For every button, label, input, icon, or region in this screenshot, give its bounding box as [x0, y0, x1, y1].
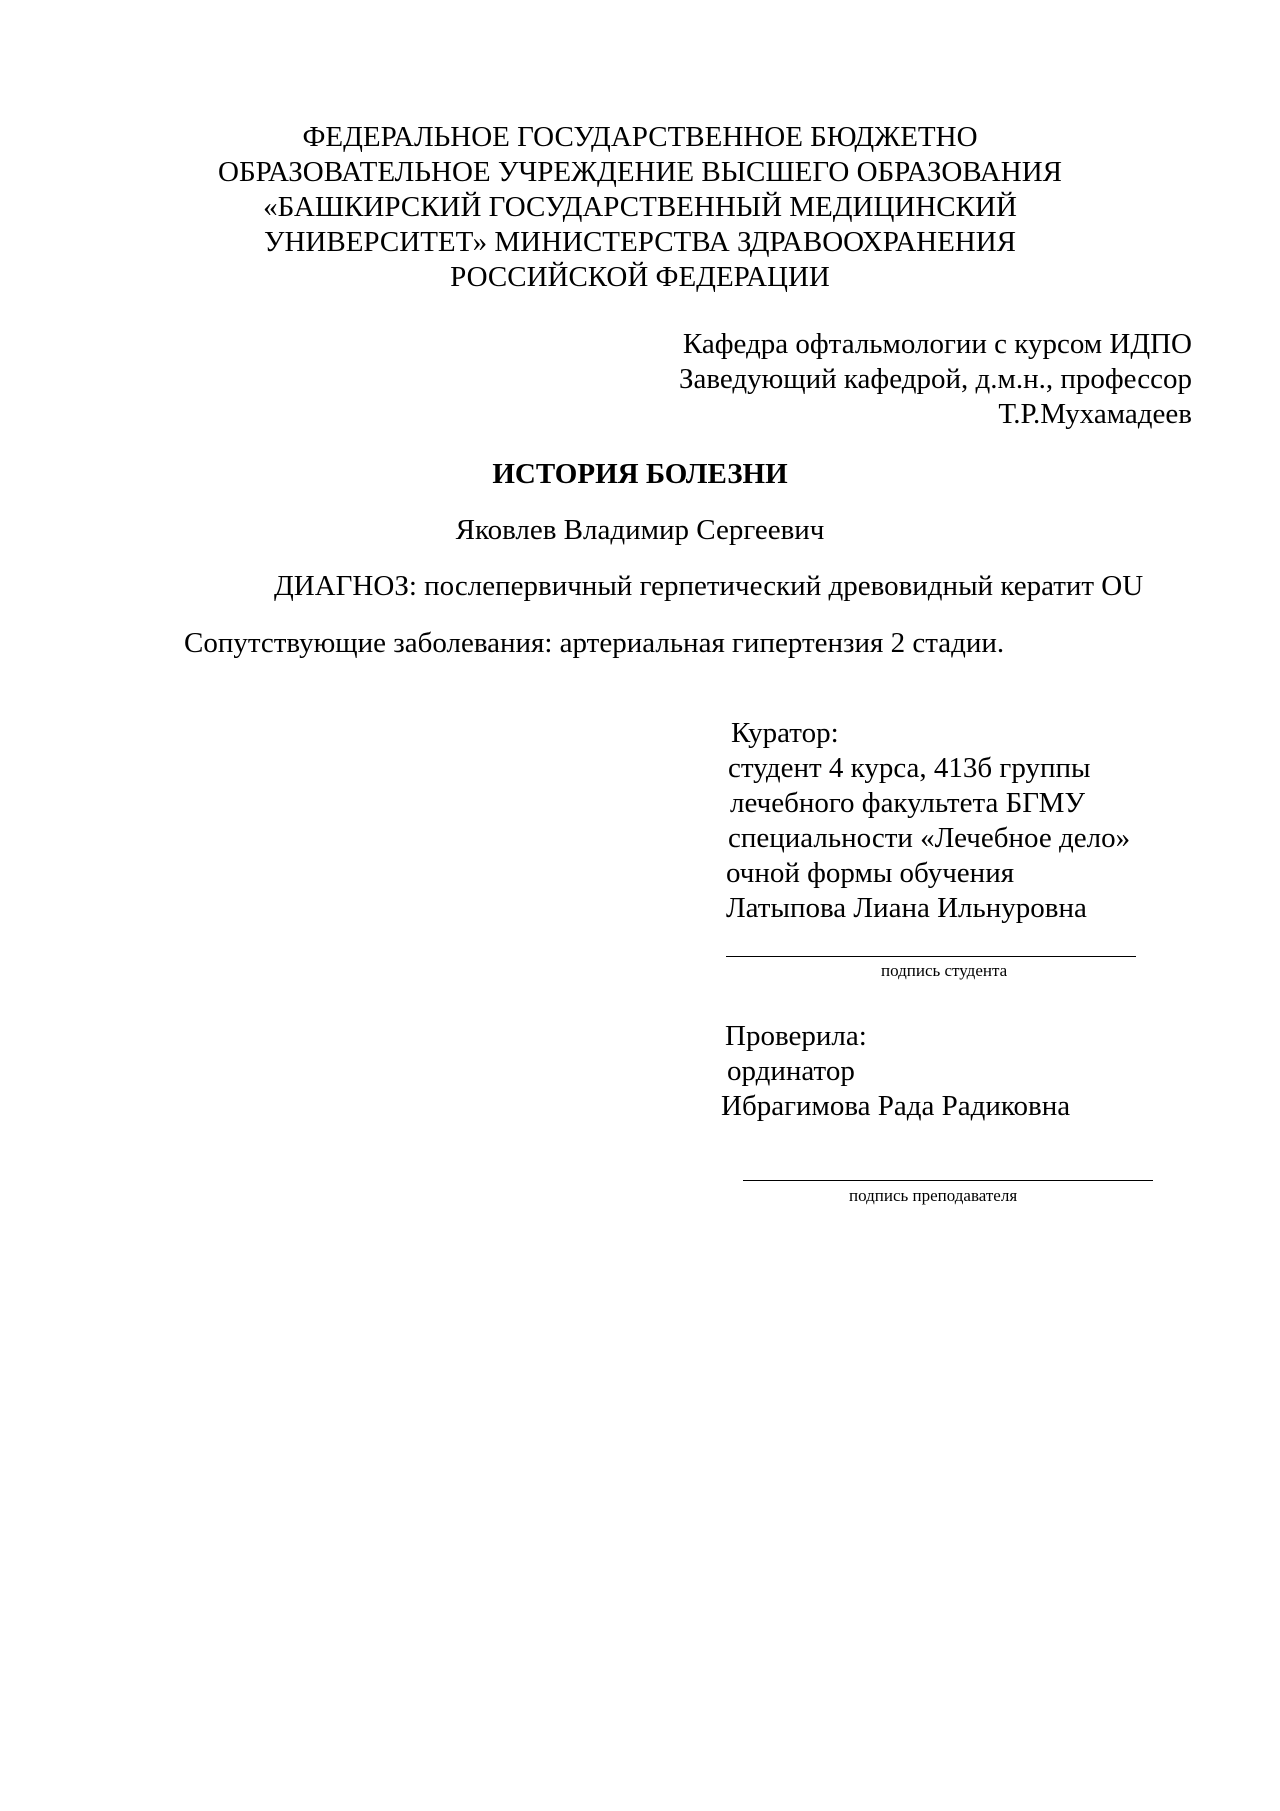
curator-line: лечебного факультета БГМУ [730, 787, 1085, 819]
curator-line: специальности «Лечебное дело» [728, 822, 1131, 854]
student-signature-line [726, 956, 1136, 957]
curator-line: студент 4 курса, 413б группы [728, 752, 1091, 784]
diagnosis: ДИАГНОЗ: послепервичный герпетический древовидный кератит OU [274, 570, 1144, 602]
header-line: «БАШКИРСКИЙ ГОСУДАРСТВЕННЫЙ МЕДИЦИНСКИЙ [263, 191, 1017, 223]
curator-label: Куратор: [731, 717, 839, 749]
department-name: Кафедра офтальмологии с курсом ИДПО [682, 328, 1192, 360]
teacher-signature-caption: подпись преподавателя [849, 1186, 1018, 1205]
institution-header [0, 120, 1280, 295]
comorbidities: Сопутствующие заболевания: артериальная гипертензия 2 стадии. [184, 627, 1005, 659]
checker-position: ординатор [727, 1055, 855, 1087]
header-line: УНИВЕРСИТЕТ» МИНИСТЕРСТВА ЗДРАВООХРАНЕНИЯ [263, 226, 1017, 258]
header-line: ОБРАЗОВАТЕЛЬНОЕ УЧРЕЖДЕНИЕ ВЫСШЕГО ОБРАЗОВАНИЯ [218, 156, 1062, 188]
curator-name: Латыпова Лиана Ильнуровна [726, 892, 1087, 924]
checker-name: Ибрагимова Рада Радиковна [721, 1090, 1071, 1122]
department-head-name: Т.Р.Мухамадеев [998, 398, 1192, 430]
teacher-signature-line [743, 1180, 1153, 1181]
document-title: ИСТОРИЯ БОЛЕЗНИ [492, 458, 788, 490]
patient-name: Яковлев Владимир Сергеевич [455, 514, 825, 546]
header-line: ФЕДЕРАЛЬНОЕ ГОСУДАРСТВЕННОЕ БЮДЖЕТНО [302, 121, 978, 153]
student-signature-caption: подпись студента [881, 961, 1008, 980]
header-line: РОССИЙСКОЙ ФЕДЕРАЦИИ [450, 261, 830, 293]
curator-line: очной формы обучения [726, 857, 1015, 889]
checker-label: Проверила: [725, 1020, 867, 1052]
department-head-title: Заведующий кафедрой, д.м.н., профессор [678, 363, 1192, 395]
